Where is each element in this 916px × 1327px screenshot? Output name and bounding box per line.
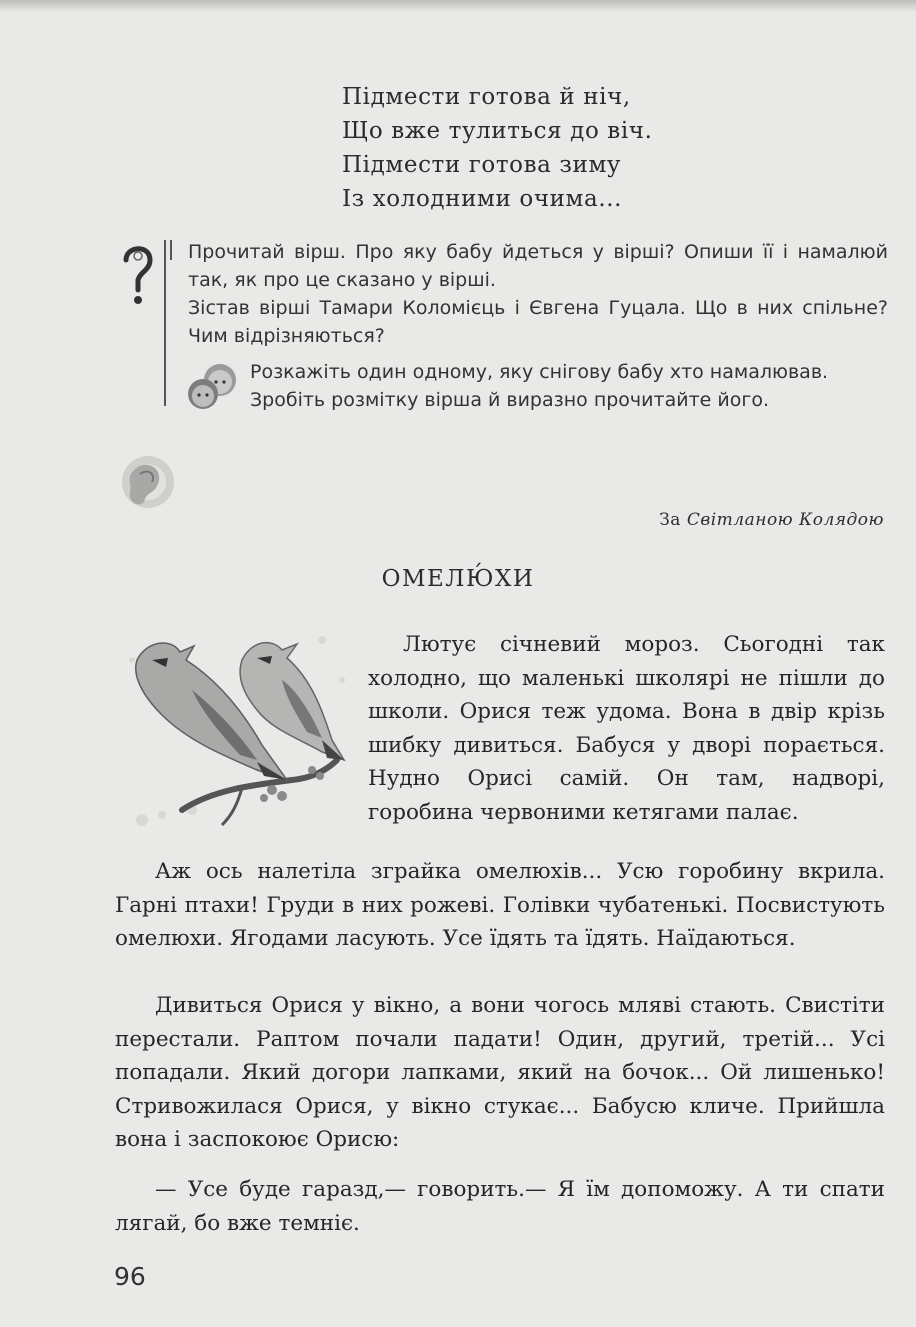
pair-work-task (186, 358, 892, 418)
question-icon (118, 242, 158, 308)
story-paragraph-3: Дивиться Орися у вікно, а вони чогось мляві стають. Свистіти перестали. Раптом почали падати! Один, другий, третій... Усі попадали. Який догори лапками, який на бочок... Ой лишенько! Стривожилася Орися, у вікно стукає... Бабусю кличе. Прийшла вона і заспокоює Орисю: (115, 993, 885, 1152)
pair-task-2: Зробіть розмітку вірша й виразно прочитайте його. (250, 389, 769, 411)
story-paragraph-4: — Усе буде гаразд,— говорить.— Я їм допоможу. А ти спати лягай, бо вже темніє. (115, 1177, 885, 1236)
ear-icon (116, 452, 176, 510)
author-name: Світланою Колядою (686, 510, 884, 530)
story-paragraph-2: Аж ось налетіла зграйка омелюхів... Усю горобину вкрила. Гарні птахи! Груди в них рожеві. Голівки чубатенькі. Посвистують омелюхи. Ягодами ласують. Усе їдять та їдять. Наїдаються. (115, 859, 885, 951)
story-paragraph-1: Лютує січневий мороз. Сьогодні так холодно, що маленькі школярі не пішли до школи. Орися теж удома. Вона в двір крізь шибку дивиться. Бабуся у дворі порається. Нудно Орисі самій. Он там, надворі, горобина червоними кетягами палає. (368, 632, 885, 825)
task-question-2: Зістав вірші Тамари Коломієць і Євгена Гуцала. Що в них спільне? Чим відрізняються? (188, 297, 888, 347)
poem-line: Підмести готова й ніч, (342, 84, 631, 110)
author-attribution (659, 510, 884, 530)
task-divider-line (164, 240, 166, 406)
children-pair-icon (186, 360, 238, 412)
poem-line: Що вже тулиться до віч. (342, 118, 653, 144)
task-questions (188, 238, 888, 350)
page-top-shadow (0, 0, 916, 12)
poem-line: Підмести готова зиму (342, 152, 622, 178)
tasks-block (112, 236, 892, 416)
task-divider-line-short (170, 240, 172, 260)
pair-task-1: Розкажіть один одному, яку снігову бабу хто намалював. (250, 361, 829, 383)
poem-line: Із холодними очима... (342, 186, 623, 212)
pair-work-text (250, 358, 900, 414)
author-prefix: За (659, 510, 681, 530)
task-question-1: Прочитай вірш. Про яку бабу йдеться у вірші? Опиши її і намалюй так, як про це сказано у вірші. (188, 241, 888, 291)
page-number: 96 (114, 1262, 146, 1291)
waxwing-birds-illustration (122, 620, 360, 835)
story-title: ОМЕЛЮ́ХИ (381, 566, 535, 592)
poem-stanza (342, 80, 653, 216)
